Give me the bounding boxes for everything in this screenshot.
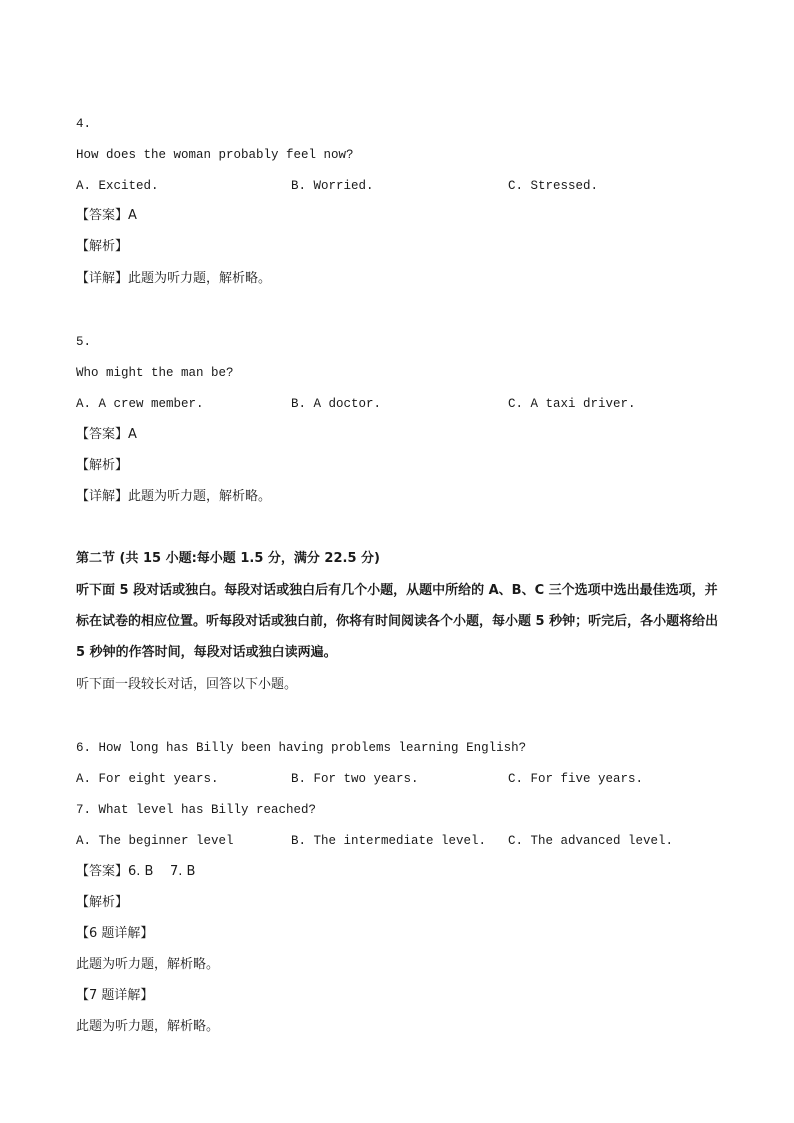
q5-option-c: C. A taxi driver. — [508, 397, 636, 411]
q4-option-c: C. Stressed. — [508, 179, 599, 193]
q7-option-b: B. The intermediate level. — [291, 834, 487, 848]
q5-question: Who might the man be? — [76, 366, 234, 380]
section2-instruction: 听下面 5 段对话或独白。每段对话或独白后有几个小题，从题中所给的 A、B、C 三个选项中选出最佳选项，并标在试卷的相应位置。听每段对话或独白前，你将有时间阅读各个小题，每小题 5 秒钟；听完后，各小题将给出 5 秒钟的作答时间，每段对话或独白读两遍。 — [76, 583, 719, 660]
q6-detail-label: 【6 题详解】 — [76, 926, 154, 941]
q4-analysis: 【解析】 — [76, 239, 129, 254]
q4-answer: 【答案】A — [76, 208, 137, 223]
q5-option-a: A. A crew member. — [76, 397, 204, 411]
q7-detail-text: 此题为听力题，解析略。 — [76, 1019, 220, 1034]
q4-options — [76, 178, 776, 194]
section2-sub-instruction: 听下面一段较长对话，回答以下小题。 — [76, 677, 298, 692]
group-answer: 【答案】6. B 7. B — [76, 864, 196, 879]
q5-option-b: B. A doctor. — [291, 397, 382, 411]
q4-number: 4. — [76, 117, 92, 131]
q6-question: 6. How long has Billy been having problems learning English? — [76, 741, 527, 755]
q6-option-c: C. For five years. — [508, 772, 644, 786]
q7-option-c: C. The advanced level. — [508, 834, 674, 848]
q4-option-a: A. Excited. — [76, 179, 159, 193]
q7-options — [76, 833, 776, 849]
q5-analysis: 【解析】 — [76, 458, 129, 473]
q5-number: 5. — [76, 335, 92, 349]
q5-detail: 【详解】此题为听力题，解析略。 — [76, 489, 272, 504]
q4-detail: 【详解】此题为听力题，解析略。 — [76, 271, 272, 286]
q4-question: How does the woman probably feel now? — [76, 148, 354, 162]
q6-options — [76, 771, 776, 787]
group-analysis: 【解析】 — [76, 895, 129, 910]
section2-heading: 第二节 (共 15 小题:每小题 1.5 分，满分 22.5 分) — [76, 551, 380, 566]
q6-option-b: B. For two years. — [291, 772, 419, 786]
q5-answer: 【答案】A — [76, 427, 137, 442]
q7-option-a: A. The beginner level — [76, 834, 234, 848]
q5-options — [76, 396, 776, 412]
q6-detail-text: 此题为听力题，解析略。 — [76, 957, 220, 972]
q7-question: 7. What level has Billy reached? — [76, 803, 317, 817]
q4-option-b: B. Worried. — [291, 179, 374, 193]
q7-detail-label: 【7 题详解】 — [76, 988, 154, 1003]
q6-option-a: A. For eight years. — [76, 772, 219, 786]
